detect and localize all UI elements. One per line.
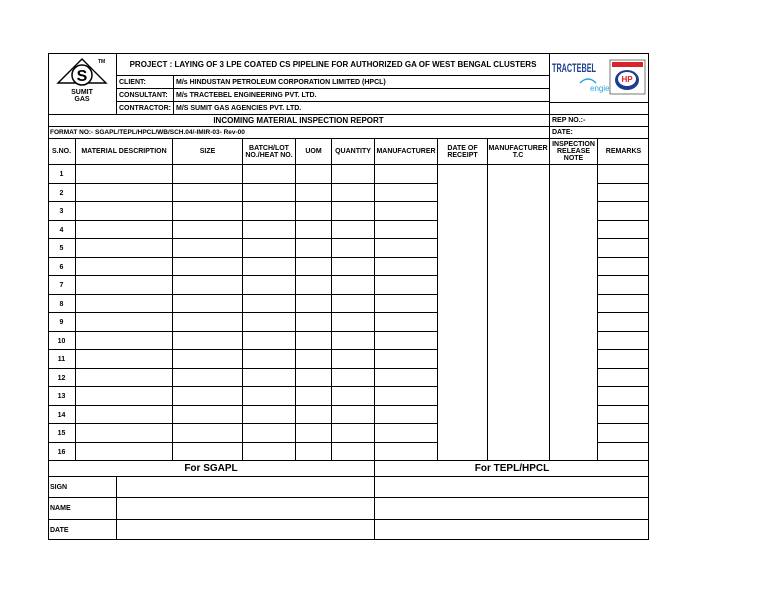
col-header-batch: BATCH/LOT NO./HEAT NO. bbox=[245, 144, 293, 159]
consultant-label: CONSULTANT: bbox=[119, 91, 168, 99]
row-number: 2 bbox=[59, 189, 64, 197]
contractor-label: CONTRACTOR: bbox=[119, 104, 171, 112]
row-number: 12 bbox=[57, 374, 66, 382]
col-header-date-of-receipt: DATE OF RECEIPT bbox=[447, 144, 478, 159]
col-header-sno: S.NO. bbox=[51, 148, 72, 155]
for-tepl-hpcl-heading: For TEPL/HPCL bbox=[474, 463, 550, 474]
sumit-letter: S bbox=[76, 68, 88, 85]
tepl-name-field[interactable] bbox=[375, 498, 649, 519]
col-header-quantity: QUANTITY bbox=[335, 148, 371, 155]
engie-logo: engie bbox=[590, 84, 610, 93]
row-number: 14 bbox=[57, 411, 66, 419]
col-header-inspection-release-note: INSPECTION RELEASE NOTE bbox=[552, 141, 595, 162]
col-header-manufacturer: MANUFACTURER bbox=[376, 148, 436, 155]
hp-logo: HP bbox=[621, 75, 633, 84]
row-number: 15 bbox=[57, 429, 66, 437]
client-value: M/s HINDUSTAN PETROLEUM CORPORATION LIMITED (HPCL) bbox=[176, 78, 386, 86]
svg-text:TM: TM bbox=[98, 59, 106, 65]
col-header-size: SIZE bbox=[199, 148, 216, 155]
col-header-remarks: REMARKS bbox=[605, 148, 642, 155]
row-number: 9 bbox=[59, 318, 64, 326]
sgapl-date-field[interactable] bbox=[117, 520, 374, 540]
row-number: 3 bbox=[59, 207, 64, 215]
row-number: 7 bbox=[59, 281, 64, 289]
tepl-date-field[interactable] bbox=[375, 520, 649, 540]
svg-text:GAS: GAS bbox=[74, 96, 90, 103]
row-number: 10 bbox=[57, 337, 66, 345]
row-number: 16 bbox=[57, 448, 66, 456]
row-number: 5 bbox=[59, 244, 64, 252]
col-header-manufacturer-tc: MANUFACTURER T.C bbox=[488, 144, 548, 159]
sgapl-name-field[interactable] bbox=[117, 498, 374, 519]
row-number: 1 bbox=[59, 170, 64, 178]
name-label: NAME bbox=[50, 505, 71, 512]
client-logos bbox=[550, 53, 649, 102]
format-number: FORMAT NO:- SGAPL/TEPL/HPCL/WB/SCH.04/-IMIR-03- Rev-00 bbox=[50, 129, 245, 136]
sign-label: SIGN bbox=[50, 483, 68, 491]
row-number: 11 bbox=[57, 355, 66, 363]
row-number: 6 bbox=[59, 263, 64, 271]
row-number: 13 bbox=[57, 392, 66, 400]
row-number: 8 bbox=[59, 300, 64, 308]
row-number: 4 bbox=[59, 226, 64, 234]
col-header-uom: UOM bbox=[305, 148, 322, 155]
sgapl-sign-field[interactable] bbox=[117, 477, 374, 497]
contractor-value: M/S SUMIT GAS AGENCIES PVT. LTD. bbox=[176, 104, 302, 112]
svg-text:SUMIT: SUMIT bbox=[71, 89, 93, 96]
rep-no-label: REP NO.:- bbox=[552, 117, 586, 124]
inspection-report-form bbox=[48, 53, 649, 540]
tractebel-logo: TRACTEBEL bbox=[552, 61, 596, 75]
client-label: CLIENT: bbox=[119, 78, 146, 86]
sumit-logo bbox=[48, 53, 116, 106]
consultant-value: M/s TRACTEBEL ENGINEERING PVT. LTD. bbox=[176, 91, 317, 99]
date-label: DATE: bbox=[552, 129, 573, 136]
project-title: PROJECT : LAYING OF 3 LPE COATED CS PIPELINE FOR AUTHORIZED GA OF WEST BENGAL CLUSTERS bbox=[129, 59, 537, 69]
for-sgapl-heading: For SGAPL bbox=[184, 463, 238, 474]
tepl-sign-field[interactable] bbox=[375, 477, 649, 497]
report-title: INCOMING MATERIAL INSPECTION REPORT bbox=[213, 116, 384, 125]
col-header-material-description: MATERIAL DESCRIPTION bbox=[81, 148, 167, 155]
date-row-label: DATE bbox=[50, 526, 69, 534]
